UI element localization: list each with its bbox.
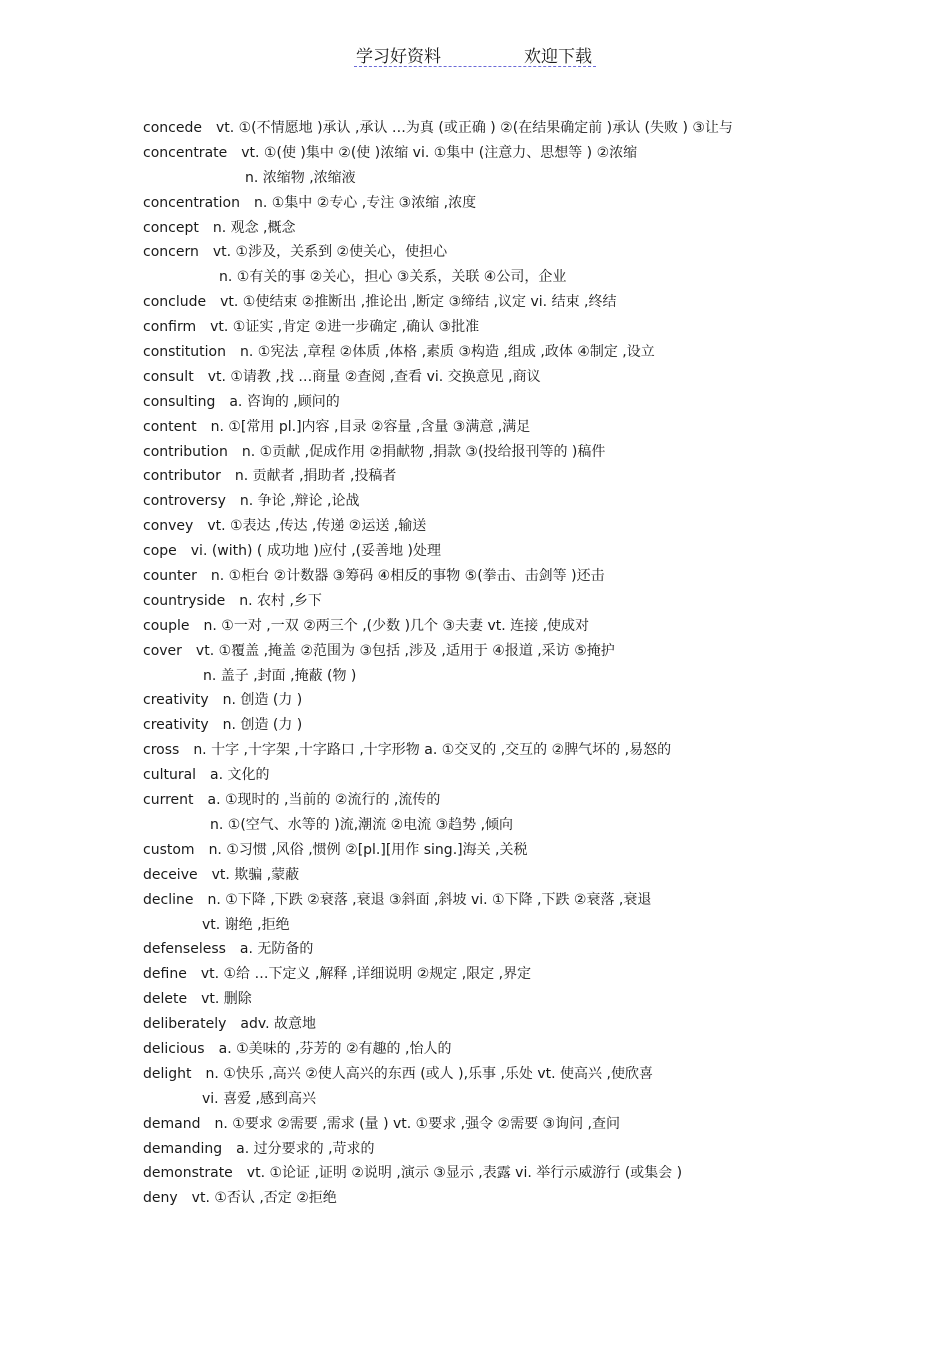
entry-definition: vi. 喜爱 ,感到高兴 [202,1090,316,1107]
vocab-entry [143,141,923,166]
entry-word: concern [143,244,199,261]
entry-word: demonstrate [143,1165,233,1182]
entry-word: consult [143,368,194,385]
entry-word: creativity [143,692,209,709]
vocab-entry [143,1012,923,1037]
entry-definition: n. 十字 ,十字架 ,十字路口 ,十字形物 a. ①交叉的 ,交互的 ②脾气坏的 ,易怒的 [193,742,672,759]
entry-word: contribution [143,443,228,460]
entry-definition: n. ①有关的事 ②关心，担心 ③关系，关联 ④公司，企业 [219,269,567,286]
entry-word: deny [143,1190,178,1207]
vocab-entry [143,315,923,340]
entry-word: decline [143,891,194,908]
vocab-entry [143,639,923,664]
vocab-entry [143,763,923,788]
entry-word: delicious [143,1040,205,1057]
vocab-entry [143,1062,923,1087]
entry-definition: vt. ①使结束 ②推断出 ,推论出 ,断定 ③缔结 ,议定 vi. 结束 ,终结 [220,294,617,311]
entry-definition: a. 咨询的 ,顾问的 [229,393,340,410]
entry-definition: vt. ①请教 ,找 …商量 ②查阅 ,查看 vi. 交换意见 ,商议 [207,368,541,385]
entry-definition: n. ①柜台 ②计数器 ③筹码 ④相反的事物 ⑤(拳击、击剑等 )还击 [210,568,605,585]
vocab-entry [143,440,923,465]
entry-word: constitution [143,344,226,361]
entry-definition: a. 无防备的 [239,941,314,958]
header-left-text: 学习好资料 [356,47,441,67]
entry-definition: n. ①集中 ②专心 ,专注 ③浓缩 ,浓度 [253,194,477,211]
header-right-text: 欢迎下载 [524,47,592,67]
entry-definition: vt. ①证实 ,肯定 ②进一步确定 ,确认 ③批准 [210,319,480,336]
vocab-entry [143,539,923,564]
vocab-entry [143,838,923,863]
entry-word: consulting [143,393,216,410]
entry-definition: n. ①要求 ②需要 ,需求 (量 ) vt. ①要求 ,强令 ②需要 ③询问 ,查问 [214,1115,621,1132]
entry-word: convey [143,518,194,535]
entry-definition: n. 农村 ,乡下 [239,592,322,609]
entry-continuation [143,166,923,191]
entry-definition: n. 盖子 ,封面 ,掩蔽 (物 ) [203,667,357,684]
entry-word: concede [143,120,202,136]
vocab-entry [143,962,923,987]
vocab-entry [143,614,923,639]
vocabulary-list [143,116,923,1211]
vocab-entry [143,116,923,141]
entry-word: demand [143,1115,201,1132]
entry-definition: n. ①(空气、水等的 )流,潮流 ②电流 ③趋势 ,倾向 [210,816,514,833]
entry-word: controversy [143,493,226,510]
entry-definition: n. ①习惯 ,风俗 ,惯例 ②[pl.][用作 sing.]海关 ,关税 [208,841,528,858]
entry-definition: a. 文化的 [210,767,270,784]
entry-word: deceive [143,866,198,883]
entry-word: current [143,792,194,809]
entry-word: confirm [143,319,197,336]
vocab-entry [143,738,923,763]
entry-definition: vt. ①覆盖 ,掩盖 ②范围为 ③包括 ,涉及 ,适用于 ④报道 ,采访 ⑤掩护 [195,642,615,659]
entry-word: delete [143,991,188,1008]
vocab-entry [143,216,923,241]
entry-word: couple [143,617,190,634]
entry-definition: a. ①美味的 ,芬芳的 ②有趣的 ,怡人的 [218,1040,452,1057]
vocab-entry [143,415,923,440]
entry-definition: n. ①宪法 ,章程 ②体质 ,体格 ,素质 ③构造 ,组成 ,政体 ④制定 ,设立 [240,344,655,361]
vocab-entry [143,365,923,390]
entry-definition: vi. (with) ( 成功地 )应付 ,(妥善地 )处理 [190,543,442,560]
page-header [354,40,596,67]
entry-definition: vt. 谢绝 ,拒绝 [202,916,290,933]
vocab-entry [143,1112,923,1137]
entry-definition: a. ①现时的 ,当前的 ②流行的 ,流传的 [207,792,441,809]
entry-word: delight [143,1065,192,1082]
entry-definition: n. 贡献者 ,捐助者 ,投稿者 [234,468,397,485]
entry-definition: n. ①一对 ,一双 ②两三个 ,(少数 )几个 ③夫妻 vt. 连接 ,使成对 [203,617,590,634]
vocab-entry [143,564,923,589]
entry-definition: n. ①[常用 pl.]内容 ,目录 ②容量 ,含量 ③满意 ,满足 [210,418,531,435]
entry-word: deliberately [143,1016,227,1033]
entry-definition: n. 观念 ,概念 [212,219,296,236]
entry-definition: vt. ①给 …下定义 ,解释 ,详细说明 ②规定 ,限定 ,界定 [200,966,532,983]
vocab-entry [143,1137,923,1162]
entry-word: cover [143,642,182,659]
entry-word: creativity [143,717,209,734]
vocab-entry [143,340,923,365]
entry-definition: n. ①快乐 ,高兴 ②使人高兴的东西 (或人 ),乐事 ,乐处 vt. 使高兴 ,使欣喜 [205,1065,653,1082]
entry-definition: a. 过分要求的 ,苛求的 [236,1140,375,1157]
entry-definition: vt. 删除 [201,991,252,1008]
entry-continuation [143,913,923,938]
vocab-entry [143,688,923,713]
entry-definition: vt. ①论证 ,证明 ②说明 ,演示 ③显示 ,表露 vi. 举行示威游行 (或集会 ) [246,1165,683,1182]
entry-definition: n. ①下降 ,下跌 ②衰落 ,衰退 ③斜面 ,斜坡 vi. ①下降 ,下跌 ②衰落 ,衰退 [207,891,652,908]
entry-continuation [143,813,923,838]
entry-definition: vt. ①表达 ,传达 ,传递 ②运送 ,输送 [207,518,427,535]
entry-word: define [143,966,187,983]
vocab-entry [143,888,923,913]
vocab-entry [143,1161,923,1186]
vocab-entry [143,937,923,962]
vocab-entry [143,290,923,315]
vocab-entry [143,1037,923,1062]
entry-definition: vt. ①涉及，关系到 ②使关心，使担心 [212,244,448,261]
vocab-entry [143,1186,923,1211]
entry-definition: n. 创造 (力 ) [222,692,303,709]
entry-continuation [143,1087,923,1112]
entry-word: counter [143,568,197,585]
entry-definition: n. 浓缩物 ,浓缩液 [245,169,356,186]
vocab-entry [143,863,923,888]
entry-word: cultural [143,767,197,784]
entry-definition: vt. 欺骗 ,蒙蔽 [211,866,300,883]
entry-word: cope [143,543,177,560]
entry-continuation [143,664,923,689]
vocab-entry [143,390,923,415]
entry-definition: adv. 故意地 [240,1016,316,1033]
entry-definition: n. ①贡献 ,促成作用 ②捐献物 ,捐款 ③(投给报刊等的 )稿件 [241,443,606,460]
vocab-entry [143,240,923,265]
entry-word: defenseless [143,941,226,958]
entry-word: concentrate [143,144,228,161]
entry-word: contributor [143,468,221,485]
entry-continuation [143,265,923,290]
entry-word: demanding [143,1140,223,1157]
entry-definition: n. 创造 (力 ) [222,717,303,734]
vocab-entry [143,191,923,216]
entry-word: countryside [143,592,226,609]
entry-definition: vt. ①(不情愿地 )承认 ,承认 …为真 (或正确 ) ②(在结果确定前 )承认 (失败 ) ③让与 [215,120,733,136]
vocab-entry [143,464,923,489]
entry-definition: vt. ①(使 )集中 ②(使 )浓缩 vi. ①集中 (注意力、思想等 ) ②浓缩 [241,144,638,161]
entry-definition: n. 争论 ,辩论 ,论战 [239,493,360,510]
entry-word: concept [143,219,199,236]
vocab-entry [143,713,923,738]
vocab-entry [143,987,923,1012]
vocab-entry [143,514,923,539]
entry-word: cross [143,742,180,759]
vocab-entry [143,788,923,813]
entry-definition: vt. ①否认 ,否定 ②拒绝 [191,1190,337,1207]
entry-word: concentration [143,194,240,211]
vocab-entry [143,489,923,514]
entry-word: conclude [143,294,207,311]
vocab-entry [143,589,923,614]
entry-word: content [143,418,197,435]
entry-word: custom [143,841,195,858]
